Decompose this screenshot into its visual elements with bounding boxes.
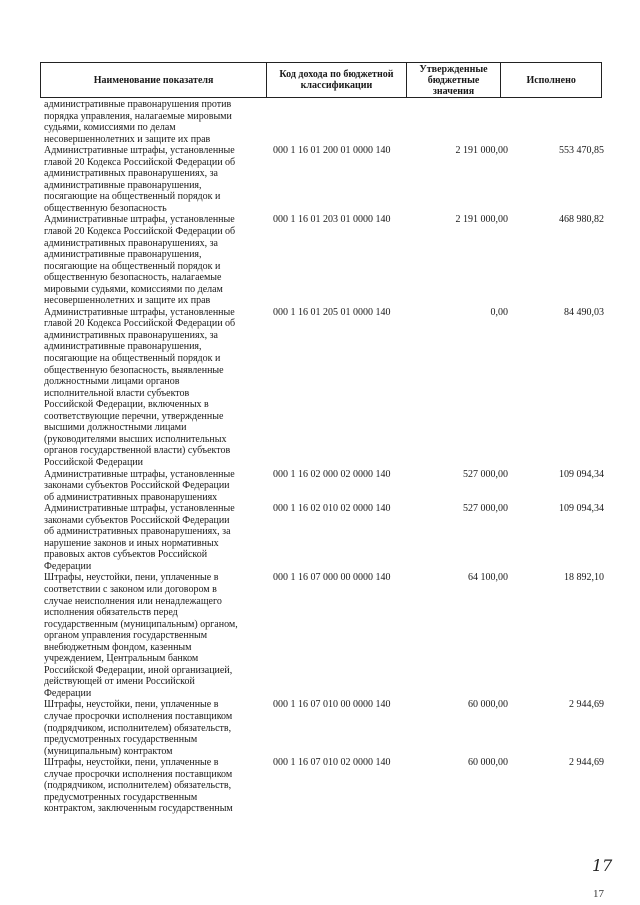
row-code: 000 1 16 07 010 02 0000 140 (273, 757, 391, 769)
header-name: Наименование показателя (41, 63, 267, 97)
table-row (44, 214, 606, 306)
header-code: Код дохода по бюджетной классификации (267, 63, 407, 97)
table-row (44, 99, 606, 145)
row-approved: 527 000,00 (463, 503, 508, 515)
table-row (44, 469, 606, 504)
row-name: Административные штрафы, установленные законами субъектов Российской Федерации об административных правонарушениях, за нарушение законов и иных нормативных правовых актов субъектов Российской Федерации (44, 503, 235, 572)
table-row (44, 572, 606, 699)
table-body (44, 99, 606, 815)
row-name: Штрафы, неустойки, пени, уплаченные в соответствии с законом или договором в случае неисполнения или ненадлежащего исполнения обязательств перед государственным (муниципальным) органом, органом управления государственным внебюджетным фондом, казенным учреждением, Центральным банком Российской Федерации, иной организацией, действующей от имени Российской Федерации (44, 572, 238, 699)
row-code: 000 1 16 07 000 00 0000 140 (273, 572, 391, 584)
row-name: Административные штрафы, установленные главой 20 Кодекса Российской Федерации об административных правонарушениях, за административные правонарушения, посягающие на общественный порядок и общественную безопасность (44, 145, 236, 214)
row-approved: 2 191 000,00 (455, 145, 508, 157)
row-name: Штрафы, неустойки, пени, уплаченные в случае просрочки исполнения поставщиком (подрядчиком, исполнителем) обязательств, предусмотренных государственным (муниципальным) контрактом (44, 699, 233, 757)
row-approved: 527 000,00 (463, 468, 508, 480)
row-done: 109 094,34 (559, 468, 604, 480)
row-done: 2 944,69 (569, 757, 604, 769)
table-header (40, 62, 602, 98)
row-approved: 2 191 000,00 (455, 214, 508, 226)
row-done: 109 094,34 (559, 503, 604, 515)
table-row (44, 145, 606, 214)
table-row (44, 503, 606, 572)
row-done: 468 980,82 (559, 214, 604, 226)
header-done: Исполнено (526, 74, 576, 86)
row-done: 84 490,03 (564, 306, 604, 318)
row-code: 000 1 16 07 010 00 0000 140 (273, 699, 391, 711)
row-code: 000 1 16 02 010 02 0000 140 (273, 503, 391, 515)
row-approved: 64 100,00 (468, 572, 508, 584)
row-approved: 0,00 (490, 306, 508, 318)
table-row (44, 757, 606, 815)
row-done: 2 944,69 (569, 699, 604, 711)
row-approved: 60 000,00 (468, 757, 508, 769)
row-code: 000 1 16 01 205 01 0000 140 (273, 306, 391, 318)
table-row (44, 307, 606, 469)
row-code: 000 1 16 02 000 02 0000 140 (273, 468, 391, 480)
row-code: 000 1 16 01 203 01 0000 140 (273, 214, 391, 226)
row-name: Административные штрафы, установленные главой 20 Кодекса Российской Федерации об административных правонарушениях, за административные правонарушения, посягающие на общественный порядок и общественную безопасность, выявленные должностными лицами органов исполнительной власти субъектов Российской Федерации, включенных в соответствующие перечни, утвержденные высшими должностными лицами (руководителями высших исполнительных органов государственной власти) субъектов Российской Федерации (44, 306, 236, 468)
handwritten-page-number: 17 (592, 856, 613, 875)
table-row (44, 699, 606, 757)
row-done: 553 470,85 (559, 145, 604, 157)
row-name: Штрафы, неустойки, пени, уплаченные в случае просрочки исполнения поставщиком (подрядчиком, исполнителем) обязательств, предусмотренных государственным контрактом, заключенным государственным (44, 757, 233, 815)
row-name: Административные штрафы, установленные законами субъектов Российской Федерации об административных правонарушениях (44, 468, 235, 503)
row-code: 000 1 16 01 200 01 0000 140 (273, 145, 391, 157)
row-name: административные правонарушения против порядка управления, налагаемые мировыми судьями, комиссиями по делам несовершеннолетних и защите их прав (44, 99, 232, 145)
row-approved: 60 000,00 (468, 699, 508, 711)
row-done: 18 892,10 (564, 572, 604, 584)
header-approved: Утвержденные бюджетные значения (407, 63, 502, 97)
row-name: Административные штрафы, установленные главой 20 Кодекса Российской Федерации об административных правонарушениях, за административные правонарушения, посягающие на общественный порядок и общественную безопасность, налагаемые мировыми судьями, комиссиями по делам несовершеннолетних и защите их прав (44, 214, 236, 307)
printed-page-number: 17 (593, 888, 604, 900)
